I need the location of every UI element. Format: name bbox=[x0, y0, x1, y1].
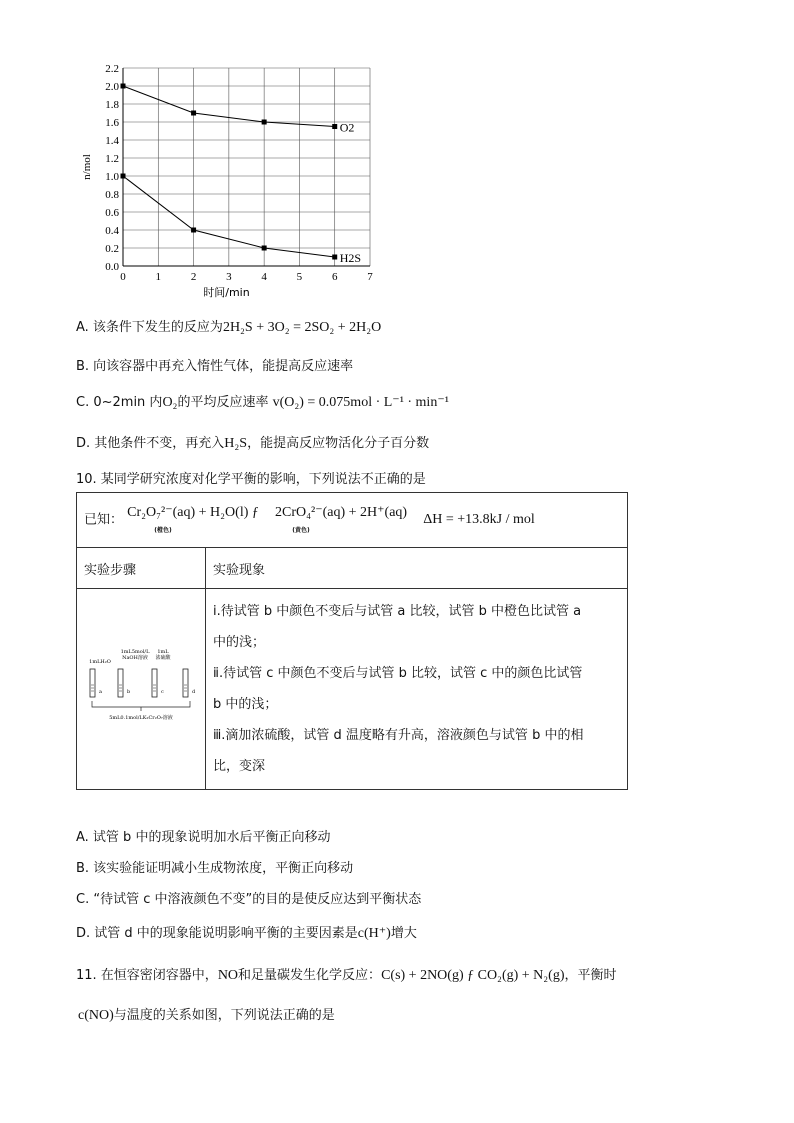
orange-label: (橙色) bbox=[154, 527, 172, 534]
y-tick-label: 1.2 bbox=[105, 153, 119, 165]
col-phenomena: 实验现象 bbox=[206, 548, 628, 589]
q9-option-c bbox=[76, 391, 449, 411]
data-point-o2 bbox=[262, 120, 267, 125]
chart-svg bbox=[78, 58, 388, 306]
known-eq-right: 2CrO₄²⁻(aq) + 2H⁺(aq) bbox=[275, 505, 408, 520]
y-tick-label: 1.8 bbox=[105, 99, 119, 111]
series-label-h2s: H2S bbox=[339, 251, 362, 265]
tube-a-label: a bbox=[99, 689, 102, 695]
known-eq-right-block bbox=[275, 504, 407, 536]
q11-mid: 和足量碳发生化学反应： bbox=[238, 968, 382, 983]
tube-c bbox=[152, 669, 157, 697]
q11-prefix: 11. 在恒容密闭容器中， bbox=[76, 968, 218, 983]
label-d-line2: 浓硫酸 bbox=[155, 655, 171, 661]
q10-d-suffix: 增大 bbox=[390, 926, 417, 941]
x-tick-label: 7 bbox=[367, 271, 373, 283]
y-tick-label: 0.2 bbox=[105, 243, 119, 255]
liquid-hatching bbox=[91, 685, 187, 691]
x-tick-label: 5 bbox=[296, 271, 303, 283]
x-axis-label: 时间/min bbox=[203, 286, 250, 299]
q11-suffix: ，平衡时 bbox=[564, 968, 617, 983]
data-point-o2 bbox=[332, 124, 337, 129]
data-point-h2s bbox=[191, 228, 196, 233]
q9-a-text: A. 该条件下发生的反应为 bbox=[76, 320, 223, 335]
data-point-h2s bbox=[332, 255, 337, 260]
tube-a bbox=[90, 669, 95, 697]
label-c-line1: 1mL5mol/L bbox=[120, 649, 150, 655]
y-tick-label: 0.0 bbox=[105, 261, 119, 273]
y-tick-label: 1.0 bbox=[105, 171, 119, 183]
obs-line-4: b 中的浅； bbox=[213, 697, 278, 712]
data-point-o2 bbox=[191, 111, 196, 116]
q9-a-equation: 2H₂S + 3O₂ = 2SO₂ + 2H₂O bbox=[222, 320, 382, 335]
q11-stem-line2 bbox=[78, 1004, 335, 1024]
y-tick-label: 1.4 bbox=[105, 135, 119, 147]
q11-line2-text: 与温度的关系如图，下列说法正确的是 bbox=[113, 1008, 335, 1023]
x-tick-label: 0 bbox=[120, 271, 126, 283]
q9-d-suffix: ，能提高反应物活化分子百分数 bbox=[247, 436, 430, 451]
series-label-o2: O2 bbox=[339, 120, 355, 135]
y-tick-label: 1.6 bbox=[105, 117, 119, 129]
experiment-table bbox=[76, 492, 628, 790]
y-tick-label: 2.0 bbox=[105, 81, 119, 93]
tube-b bbox=[118, 669, 123, 697]
bracket bbox=[92, 701, 190, 711]
yellow-label: (黄色) bbox=[292, 527, 310, 534]
q10-option-a: A. 试管 b 中的现象说明加水后平衡正向移动 bbox=[76, 830, 331, 845]
x-tick-label: 4 bbox=[261, 271, 267, 283]
test-tube-diagram bbox=[77, 589, 205, 785]
obs-line-5: ⅲ.滴加浓硫酸，试管 d 温度略有升高，溶液颜色与试管 b 中的相 bbox=[213, 728, 584, 743]
delta-h: ΔH = +13.8kJ / mol bbox=[423, 512, 535, 527]
tube-d bbox=[183, 669, 188, 697]
tube-d-label: d bbox=[192, 689, 196, 695]
q9-c-o2: O₂ bbox=[162, 395, 178, 410]
q9-c-mid: 的平均反应速率 bbox=[177, 395, 269, 410]
x-tick-label: 2 bbox=[190, 271, 197, 283]
obs-line-3: ⅱ.待试管 c 中颜色不变后与试管 b 比较，试管 c 中的颜色比试管 bbox=[213, 666, 583, 681]
y-axis-label: n/mol bbox=[81, 154, 93, 180]
q11-no: NO bbox=[217, 968, 239, 983]
col-steps: 实验步骤 bbox=[77, 548, 206, 589]
y-tick-label: 0.4 bbox=[105, 225, 119, 237]
q9-option-a bbox=[76, 316, 381, 336]
tube-b-label: b bbox=[127, 689, 131, 695]
y-tick-label: 2.2 bbox=[105, 63, 119, 75]
known-row bbox=[77, 493, 628, 548]
q9-d-h2s: H₂S bbox=[224, 436, 248, 451]
q10-option-c: C. “待试管 c 中溶液颜色不变”的目的是使反应达到平衡状态 bbox=[76, 892, 422, 907]
known-eq-left-block bbox=[127, 504, 259, 536]
nmol-time-chart bbox=[78, 58, 388, 306]
q9-option-b: B. 向该容器中再充入惰性气体，能提高反应速率 bbox=[76, 359, 354, 374]
obs-line-1: ⅰ.待试管 b 中颜色不变后与试管 a 比较，试管 b 中橙色比试管 a bbox=[213, 604, 582, 619]
diagram-cell bbox=[77, 589, 206, 790]
known-label: 已知： bbox=[84, 512, 124, 528]
data-point-o2 bbox=[121, 84, 126, 89]
known-cell bbox=[77, 493, 628, 548]
tube-c-label: c bbox=[161, 689, 164, 695]
label-d-line1: 1mL bbox=[157, 649, 169, 655]
q9-option-d bbox=[76, 432, 429, 452]
q11-cno: c(NO) bbox=[78, 1008, 114, 1023]
q9-c-equation: v(O₂) = 0.075mol · L⁻¹ · min⁻¹ bbox=[272, 395, 449, 410]
body-row bbox=[77, 589, 628, 790]
label-bottom: 5mL0.1mol/LK₂Cr₂O₇溶液 bbox=[109, 715, 173, 721]
q11-equation: C(s) + 2NO(g) ƒ CO₂(g) + N₂(g) bbox=[381, 968, 565, 983]
q9-c-text: C. 0~2min 内 bbox=[76, 395, 163, 410]
y-tick-label: 0.8 bbox=[105, 189, 119, 201]
q10-d-equation: c(H⁺) bbox=[357, 926, 391, 941]
q9-d-text: D. 其他条件不变，再充入 bbox=[76, 436, 225, 451]
known-eq-left: Cr₂O₇²⁻(aq) + H₂O(l) ƒ bbox=[127, 505, 259, 520]
label-c-line2: NaOH溶液 bbox=[122, 655, 148, 661]
q10-option-b: B. 该实验能证明减小生成物浓度，平衡正向移动 bbox=[76, 861, 354, 876]
y-tick-label: 0.6 bbox=[105, 207, 119, 219]
data-point-h2s bbox=[121, 174, 126, 179]
q11-stem-line1 bbox=[76, 964, 617, 984]
x-tick-label: 6 bbox=[331, 271, 338, 283]
x-tick-label: 1 bbox=[155, 271, 162, 283]
q10-stem: 10. 某同学研究浓度对化学平衡的影响，下列说法不正确的是 bbox=[76, 472, 426, 487]
obs-line-2: 中的浅； bbox=[213, 635, 266, 650]
observations-cell bbox=[206, 589, 628, 790]
q10-d-text: D. 试管 d 中的现象能说明影响平衡的主要因素是 bbox=[76, 926, 358, 941]
q10-option-d bbox=[76, 922, 417, 942]
x-tick-label: 3 bbox=[226, 271, 232, 283]
obs-line-6: 比，变深 bbox=[213, 759, 266, 774]
label-a: 1mLH₂O bbox=[89, 659, 111, 665]
data-point-h2s bbox=[262, 246, 267, 251]
header-row bbox=[77, 548, 628, 589]
